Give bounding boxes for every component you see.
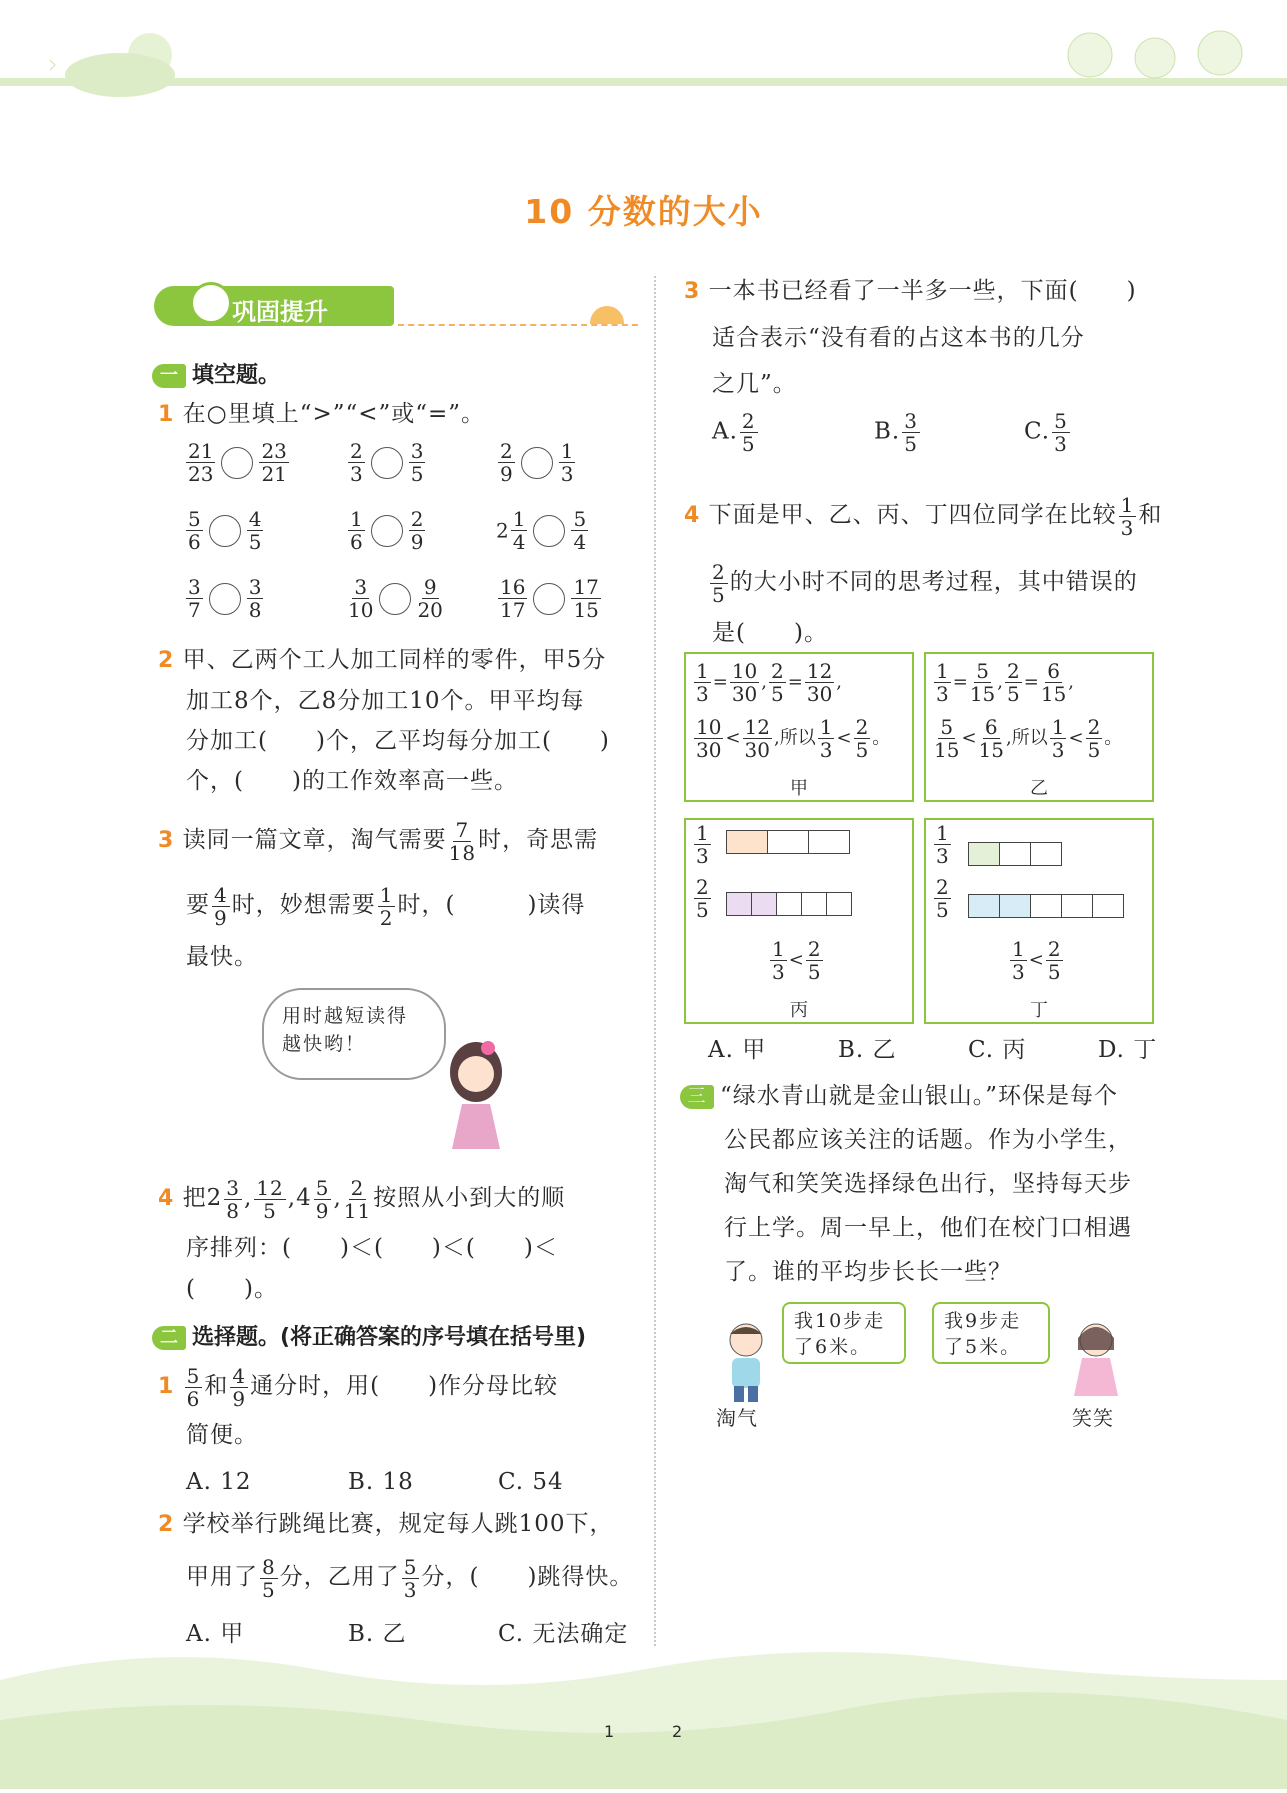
box-label: 乙: [1030, 778, 1048, 799]
whale-icon: [190, 282, 232, 324]
so-text: 所以: [779, 727, 816, 749]
q2-line: 甲、乙两个工人加工同样的零件，甲5分: [182, 647, 607, 673]
option-label: B.: [874, 418, 901, 445]
option-d[interactable]: D. 丁: [1098, 1037, 1158, 1063]
q4-text: 序排列：( )＜( )＜( )＜: [186, 1235, 558, 1261]
option-c[interactable]: C. 无法确定: [498, 1621, 629, 1647]
compare-item: $\frac{3}{7}$ $\frac{3}{8}$: [188, 575, 262, 622]
talk-text: 我9步走: [944, 1310, 1022, 1332]
banner-divider: [398, 324, 638, 326]
question-text: 在○里填上“>”“<”或“=”。: [182, 401, 486, 427]
boy-illustration: [714, 1320, 778, 1404]
page-number-right: 2: [672, 1722, 683, 1741]
box-label: 丁: [1030, 1000, 1048, 1021]
s1-text: 通分时，用( )作分母比较: [250, 1373, 559, 1399]
cloud-sun-decoration: [40, 20, 190, 100]
answer-circle[interactable]: [371, 515, 403, 547]
answer-circle[interactable]: [221, 447, 253, 479]
box-line: $\frac{1}{3}$: [936, 821, 949, 868]
question-number: 3: [158, 828, 175, 853]
compare-item: $\frac{21}{23}$ $\frac{23}{21}$: [188, 439, 287, 486]
question-1: [158, 394, 485, 435]
s2-text: 分，乙用了: [279, 1564, 400, 1590]
answer-circle[interactable]: [379, 583, 411, 615]
box-line: $\frac{5}{15}$ < $\frac{6}{15}$ ,所以 $\frac{1}{3}$ < $\frac{2}{5}$ 。: [934, 715, 1123, 762]
box-line: $\frac{1}{3}$ < $\frac{2}{5}$: [1012, 937, 1061, 984]
reasoning-box-jia: [684, 652, 914, 802]
option-a[interactable]: A. $\frac{2}{5}$: [712, 409, 756, 456]
compare-item: $\frac{16}{17}$ $\frac{17}{15}$: [500, 575, 599, 622]
s4-text: 和: [1138, 502, 1163, 528]
s4-text: 的大小时不同的思考过程，其中错误的: [729, 569, 1138, 595]
girl2-illustration: [1064, 1320, 1128, 1404]
question-number: 4: [158, 1186, 175, 1211]
section-heading-2: [152, 1320, 586, 1351]
box-line: $\frac{1}{3}$ = $\frac{10}{30}$ , $\frac{2}{5}$ = $\frac{12}{30}$ ,: [696, 659, 843, 706]
section-number: 三: [680, 1085, 714, 1109]
bar-fifths: [968, 894, 1123, 918]
footer-hills: [0, 1640, 1287, 1789]
q2-line: 加工8个，乙8分加工10个。甲平均每: [186, 688, 585, 714]
option-a[interactable]: A. 甲: [708, 1037, 767, 1063]
option-b[interactable]: B. 乙: [348, 1621, 407, 1647]
question-number: 3: [684, 279, 701, 304]
choice-2: 2 学校举行跳绳比赛，规定每人跳100下， 甲用了 $\frac{8}{5}$ 分，乙用了 $\frac{5}{3}$ 分，( )跳得快。: [158, 1511, 634, 1602]
q3-text: 时，妙想需要: [231, 892, 376, 918]
option-c[interactable]: C. $\frac{5}{3}$: [1024, 409, 1068, 456]
sec3-text: 公民都应该关注的话题。作为小学生，: [724, 1127, 1132, 1153]
question-number: 2: [158, 1512, 175, 1537]
page-title: 10 分数的大小: [524, 192, 763, 231]
page-number-left: 1: [604, 1722, 615, 1741]
s3-text: 一本书已经看了一半多一些，下面( ): [708, 278, 1137, 304]
option-b[interactable]: B. 乙: [838, 1037, 897, 1063]
s2-text: 甲用了: [186, 1564, 258, 1590]
compare-item: $\frac{5}{6}$ $\frac{4}{5}$: [188, 507, 262, 554]
question-number: 1: [158, 402, 175, 427]
question-2: [158, 640, 638, 801]
q4-text: 按照从小到大的顺: [373, 1185, 566, 1211]
option-label: A.: [712, 418, 738, 445]
speech-box-xiaoxiao: [932, 1302, 1050, 1364]
bar-thirds: [726, 830, 849, 854]
speech-box-taoqi: [782, 1302, 906, 1364]
compare-item: 2 $\frac{1}{4}$ $\frac{5}{4}$: [496, 507, 587, 554]
so-text: 所以: [1011, 727, 1048, 749]
question-4: 4 把2 $\frac{3}{8}$ , $\frac{12}{5}$ ,4 $\frac{5}{9}$ , $\frac{2}{11}$ 按照从小到大的顺 序排列：( )＜( )＜( )＜ ( )。: [158, 1172, 638, 1307]
s4-text: 是( )。: [712, 620, 828, 646]
option-c[interactable]: C. 54: [498, 1469, 564, 1495]
bubble-text: 用时越短读得: [282, 1005, 409, 1027]
option-a[interactable]: A. 12: [186, 1469, 252, 1495]
sec3-text: 行上学。周一早上，他们在校门口相遇: [724, 1215, 1132, 1241]
box-label: 甲: [790, 778, 808, 799]
q3-text: 时，奇思需: [478, 827, 599, 853]
box-line: $\frac{1}{3}$: [696, 821, 709, 868]
choice-3: [684, 268, 1164, 407]
option-b[interactable]: B. $\frac{3}{5}$: [874, 409, 918, 456]
compare-item: $\frac{1}{6}$ $\frac{2}{9}$: [350, 507, 424, 554]
reasoning-box-yi: [924, 652, 1154, 802]
option-label: C.: [1024, 418, 1051, 445]
q2-line: 个，( )的工作效率高一些。: [186, 768, 518, 794]
box-label: 丙: [790, 1000, 808, 1021]
section-3-question: [680, 1074, 1170, 1294]
animal-faces-decoration: [1060, 20, 1260, 80]
question-number: 2: [158, 648, 175, 673]
q3-text: 时，( )读得: [397, 892, 586, 918]
q2-line: 分加工( )个，乙平均每分加工( ): [186, 728, 610, 754]
answer-circle[interactable]: [521, 447, 553, 479]
speech-bubble: [262, 988, 446, 1080]
section-number: 二: [152, 1326, 186, 1350]
s1-text: 简便。: [186, 1422, 258, 1448]
option-c[interactable]: C. 丙: [968, 1037, 1027, 1063]
period-text: 。: [872, 727, 891, 749]
box-line: $\frac{2}{5}$: [936, 875, 949, 922]
s2-text: 分，( )跳得快。: [421, 1564, 634, 1590]
compare-item: $\frac{3}{10}$ $\frac{9}{20}$: [348, 575, 443, 622]
compare-item: $\frac{2}{3}$ $\frac{3}{5}$: [350, 439, 424, 486]
q3-text: 读同一篇文章，淘气需要: [182, 827, 447, 853]
s3-text: 适合表示“没有看的占这本书的几分: [712, 325, 1085, 351]
question-number: 4: [684, 503, 701, 528]
talk-text: 了5米。: [944, 1336, 1022, 1358]
q3-text: 最快。: [186, 944, 258, 970]
sec3-text: “绿水青山就是金山银山。”环保是每个: [720, 1083, 1119, 1109]
period-text: 。: [1104, 727, 1123, 749]
section-label: 选择题。(将正确答案的序号填在括号里): [192, 1325, 587, 1350]
box-line: $\frac{10}{30}$ < $\frac{12}{30}$ ,所以 $\frac{1}{3}$ < $\frac{2}{5}$ 。: [696, 715, 891, 762]
bar-fifths: [726, 892, 851, 916]
sec3-text: 了。谁的平均步长长一些？: [724, 1259, 1012, 1285]
talk-text: 了6米。: [794, 1336, 872, 1358]
taoqi-name: 淘气: [716, 1406, 758, 1430]
talk-text: 我10步走: [794, 1310, 886, 1332]
compare-item: $\frac{2}{9}$ $\frac{1}{3}$: [500, 439, 574, 486]
sec3-text: 淘气和笑笑选择绿色出行，坚持每天步: [724, 1171, 1132, 1197]
reasoning-box-bing: [684, 818, 914, 1024]
section-heading-1: [152, 358, 280, 389]
answer-circle[interactable]: [533, 515, 565, 547]
option-b[interactable]: B. 18: [348, 1469, 414, 1495]
question-3: 3 读同一篇文章，淘气需要 $\frac{7}{18}$ 时，奇思需 要 $\frac{4}{9}$ 时，妙想需要 $\frac{1}{2}$ 时，( )读得 最快。: [158, 808, 638, 977]
choice-1: 1 $\frac{5}{6}$ 和 $\frac{4}{9}$ 通分时，用( )作分母比较 简便。: [158, 1356, 638, 1453]
answer-circle[interactable]: [371, 447, 403, 479]
bar-thirds: [968, 842, 1061, 866]
answer-circle[interactable]: [533, 583, 565, 615]
question-number: 1: [158, 1374, 175, 1399]
q4-text: ( )。: [186, 1276, 278, 1302]
girl-illustration: [436, 1034, 516, 1154]
box-line: $\frac{2}{5}$: [696, 875, 709, 922]
section-label: 填空题。: [192, 363, 281, 388]
q4-text: 把: [182, 1185, 207, 1211]
reasoning-box-ding: [924, 818, 1154, 1024]
box-line: $\frac{1}{3}$ = $\frac{5}{15}$ , $\frac{2}{5}$ = $\frac{6}{15}$ ,: [936, 659, 1075, 706]
s2-text: 学校举行跳绳比赛，规定每人跳100下，: [182, 1511, 614, 1537]
answer-circle[interactable]: [209, 583, 241, 615]
q3-text: 要: [186, 892, 210, 918]
xiaoxiao-name: 笑笑: [1072, 1406, 1114, 1430]
s1-text: 和: [204, 1373, 229, 1399]
choice-4: 4 下面是甲、乙、丙、丁四位同学在比较 $\frac{1}{3}$ 和 $\frac{2}{5}$ 的大小时不同的思考过程，其中错误的 是( )。: [684, 482, 1164, 651]
section-number: 一: [152, 364, 186, 388]
s3-text: 之几”。: [712, 371, 797, 397]
banner-label: 巩固提升: [232, 298, 328, 326]
column-divider: [654, 276, 656, 1646]
s4-text: 下面是甲、乙、丙、丁四位同学在比较: [708, 502, 1117, 528]
sun-icon: [590, 306, 624, 324]
box-line: $\frac{1}{3}$ < $\frac{2}{5}$: [772, 937, 821, 984]
bubble-text: 越快哟！: [282, 1033, 367, 1055]
option-a[interactable]: A. 甲: [186, 1621, 245, 1647]
answer-circle[interactable]: [209, 515, 241, 547]
